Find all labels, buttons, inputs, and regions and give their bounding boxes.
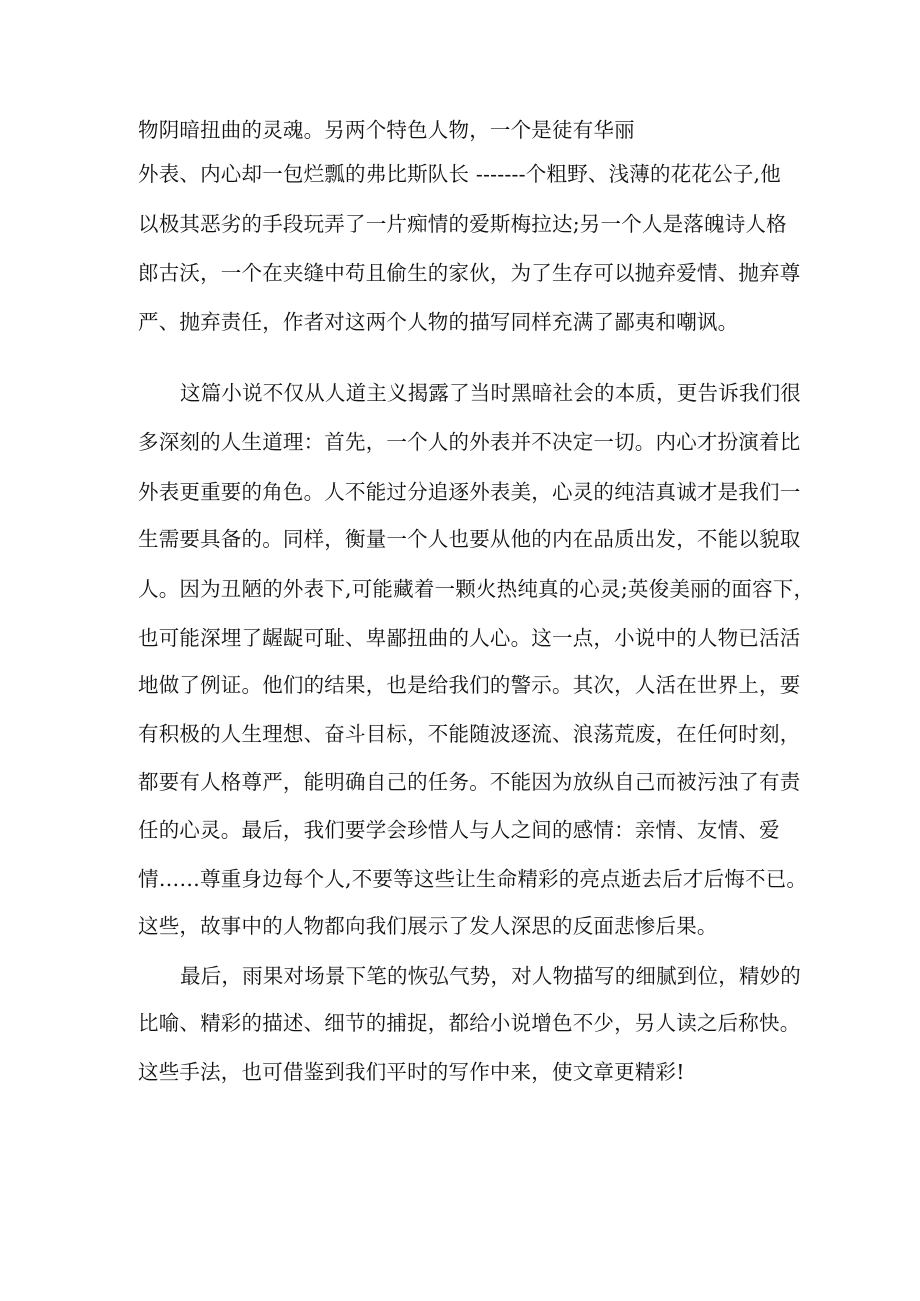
text-line: 以极其恶劣的手段玩弄了一片痴情的爱斯梅拉达;另一个人是落魄诗人格 bbox=[138, 212, 787, 236]
text-line: 外表、内心却一包烂瓢的弗比斯队长 -------个粗野、浅薄的花花公子,他 bbox=[138, 162, 781, 186]
text-line: 都要有人格尊严，能明确自己的任务。不能因为放纵自己而被污浊了有责 bbox=[138, 770, 801, 794]
text-line: 生需要具备的。同样，衡量一个人也要从他的内在品质出发，不能以貌取 bbox=[138, 527, 801, 551]
text-line: 多深刻的人生道理：首先，一个人的外表并不决定一切。内心才扮演着比 bbox=[138, 430, 801, 454]
text-line: 有积极的人生理想、奋斗目标，不能随波逐流、浪荡荒废，在任何时刻， bbox=[138, 722, 801, 746]
text-line: 外表更重要的角色。人不能过分追逐外表美，心灵的纯洁真诚才是我们一 bbox=[138, 480, 801, 504]
paragraph-first-line: 最后，雨果对场景下笔的恢弘气势，对人物描写的细腻到位，精妙的 bbox=[180, 964, 801, 988]
text-line: 这些，故事中的人物都向我们展示了发人深思的反面悲惨后果。 bbox=[138, 914, 718, 938]
text-line: 情……尊重身边每个人,不要等这些让生命精彩的亮点逝去后才后悔不已。 bbox=[138, 867, 808, 891]
text-line: 人。因为丑陋的外表下,可能藏着一颗火热纯真的心灵;英俊美丽的面容下， bbox=[138, 577, 815, 601]
text-line: 郎古沃，一个在夹缝中苟且偷生的家伙，为了生存可以抛弃爱情、抛弃尊 bbox=[138, 261, 801, 285]
text-line: 也可能深埋了龌龊可耻、卑鄙扭曲的人心。这一点，小说中的人物已活活 bbox=[138, 626, 801, 650]
text-line: 任的心灵。最后，我们要学会珍惜人与人之间的感情：亲情、友情、爱 bbox=[138, 818, 780, 842]
text-line: 这些手法，也可借鉴到我们平时的写作中来，使文章更精彩! bbox=[138, 1060, 685, 1084]
text-line: 严、抛弃责任，作者对这两个人物的描写同样充满了鄙夷和嘲讽。 bbox=[138, 310, 739, 334]
text-line: 地做了例证。他们的结果，也是给我们的警示。其次，人活在世界上，要 bbox=[138, 673, 801, 697]
text-line: 物阴暗扭曲的灵魂。另两个特色人物，一个是徒有华丽 bbox=[138, 118, 635, 142]
text-line: 比喻、精彩的描述、细节的捕捉，都给小说增色不少，另人读之后称快。 bbox=[138, 1011, 801, 1035]
paragraph-first-line: 这篇小说不仅从人道主义揭露了当时黑暗社会的本质，更告诉我们很 bbox=[180, 381, 801, 405]
